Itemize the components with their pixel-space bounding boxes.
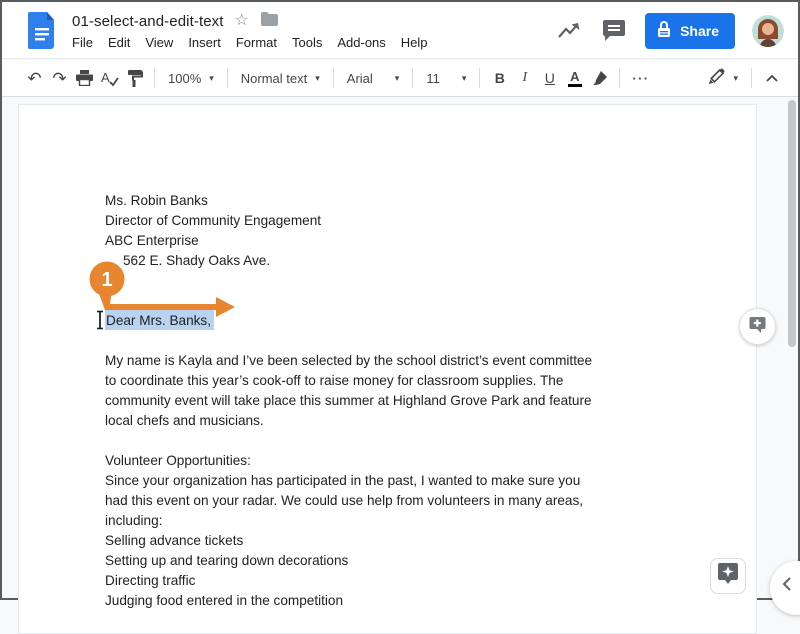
menu-item-view[interactable]: View	[145, 35, 174, 50]
blank-line	[105, 271, 716, 291]
body-line[interactable]: to coordinate this year’s cook-off to raise money for classroom supplies. The	[105, 373, 564, 388]
text-color-button[interactable]: A	[562, 66, 587, 90]
list-line[interactable]: Selling advance tickets	[105, 533, 244, 548]
toolbar-divider	[479, 68, 480, 88]
selected-text[interactable]: Dear Mrs. Banks,	[105, 310, 214, 330]
add-comment-button[interactable]	[739, 308, 776, 345]
body-line[interactable]: had this event on your radar. We could use help from volunteers in many areas,	[105, 493, 584, 508]
list-line[interactable]: Setting up and tearing down decorations	[105, 553, 349, 568]
menu-item-insert[interactable]: Insert	[188, 35, 221, 50]
add-comment-icon	[749, 316, 766, 338]
toolbar-divider	[412, 68, 413, 88]
menu-item-file[interactable]: File	[72, 35, 93, 50]
blank-line	[105, 331, 716, 351]
address-line[interactable]: ABC Enterprise	[105, 233, 199, 248]
share-button-label: Share	[680, 22, 719, 39]
zoom-select[interactable]: 100% ▾	[168, 70, 214, 86]
explore-button[interactable]	[710, 558, 746, 594]
menu-item-help[interactable]: Help	[400, 35, 428, 50]
chevron-down-icon: ▾	[733, 72, 738, 83]
body-line[interactable]: My name is Kayla and I’ve been selected by the school district’s event committee	[105, 353, 593, 368]
share-button[interactable]	[645, 13, 735, 49]
comments-icon[interactable]	[600, 17, 628, 45]
chevron-down-icon: ▾	[315, 72, 320, 83]
app-header	[2, 2, 798, 59]
document-title[interactable]: 01-select-and-edit-text	[72, 12, 224, 30]
vertical-scrollbar[interactable]	[788, 100, 796, 347]
toolbar-divider	[154, 68, 155, 88]
toolbar-divider	[619, 68, 620, 88]
toolbar-divider	[227, 68, 228, 88]
menu-bar	[72, 35, 428, 50]
document-text	[19, 105, 756, 611]
move-folder-icon[interactable]	[261, 12, 278, 31]
list-line[interactable]: Directing traffic	[105, 573, 196, 588]
toolbar-divider	[333, 68, 334, 88]
chevron-down-icon: ▾	[394, 72, 400, 83]
salutation-line[interactable]	[105, 311, 716, 331]
annotation-arrow-head	[216, 297, 235, 317]
list-line[interactable]: Judging food entered in the competition	[105, 593, 344, 608]
underline-button[interactable]: U	[544, 70, 555, 86]
address-line[interactable]: Ms. Robin Banks	[105, 193, 208, 208]
hide-side-panel-button[interactable]	[770, 561, 800, 615]
blank-line	[105, 431, 716, 451]
document-insights-icon[interactable]	[555, 17, 583, 45]
header-actions	[555, 2, 784, 59]
menu-item-format[interactable]: Format	[235, 35, 277, 50]
paint-format-icon[interactable]	[122, 66, 147, 90]
collapse-toolbar-button[interactable]	[759, 66, 784, 90]
spelling-check-icon[interactable]	[97, 66, 122, 90]
chevron-down-icon: ▾	[209, 72, 214, 83]
bold-button[interactable]: B	[494, 70, 505, 86]
address-line[interactable]: Director of Community Engagement	[105, 213, 322, 228]
paragraph-style-select[interactable]: Normal text ▾	[240, 70, 320, 86]
menu-item-addons[interactable]: Add-ons	[337, 35, 386, 50]
italic-button[interactable]: I	[522, 70, 528, 85]
address-line[interactable]: 562 E. Shady Oaks Ave.	[123, 253, 271, 268]
section-heading-line[interactable]: Volunteer Opportunities:	[105, 453, 251, 468]
svg-text:A: A	[100, 69, 110, 85]
menu-item-edit[interactable]: Edit	[107, 35, 131, 50]
chevron-down-icon: ▾	[461, 72, 467, 83]
step-number: 1	[101, 269, 113, 291]
chevron-left-icon	[782, 577, 791, 591]
body-line[interactable]: including:	[105, 513, 163, 528]
annotation-arrow-line	[105, 304, 217, 310]
more-options-button[interactable]: ⋯	[631, 68, 649, 88]
google-docs-logo-icon[interactable]	[28, 12, 56, 54]
font-size-select[interactable]: 11 ▾	[426, 70, 467, 86]
pencil-icon	[709, 68, 725, 89]
body-line[interactable]: local chefs and musicians.	[105, 413, 264, 428]
lock-icon	[657, 21, 671, 41]
format-toolbar	[2, 60, 798, 97]
body-line[interactable]: Since your organization has participated in the past, I wanted to make sure you	[105, 473, 581, 488]
user-avatar[interactable]	[752, 15, 784, 47]
font-family-select[interactable]: Arial ▾	[346, 70, 400, 86]
explore-icon	[718, 563, 738, 590]
redo-button[interactable]: ↷	[52, 68, 67, 88]
body-line[interactable]: community event will take place this summer at Highland Grove Park and feature	[105, 393, 592, 408]
highlight-color-icon[interactable]	[587, 66, 612, 90]
print-icon[interactable]	[72, 66, 97, 90]
text-cursor-ibeam	[95, 310, 105, 335]
menu-item-tools[interactable]: Tools	[292, 35, 323, 50]
title-block	[72, 9, 428, 50]
editing-mode-select[interactable]	[703, 66, 744, 90]
document-page[interactable]	[18, 104, 757, 634]
undo-button[interactable]: ↶	[27, 68, 42, 88]
toolbar-divider	[751, 68, 752, 88]
star-icon[interactable]: ☆	[234, 12, 249, 29]
